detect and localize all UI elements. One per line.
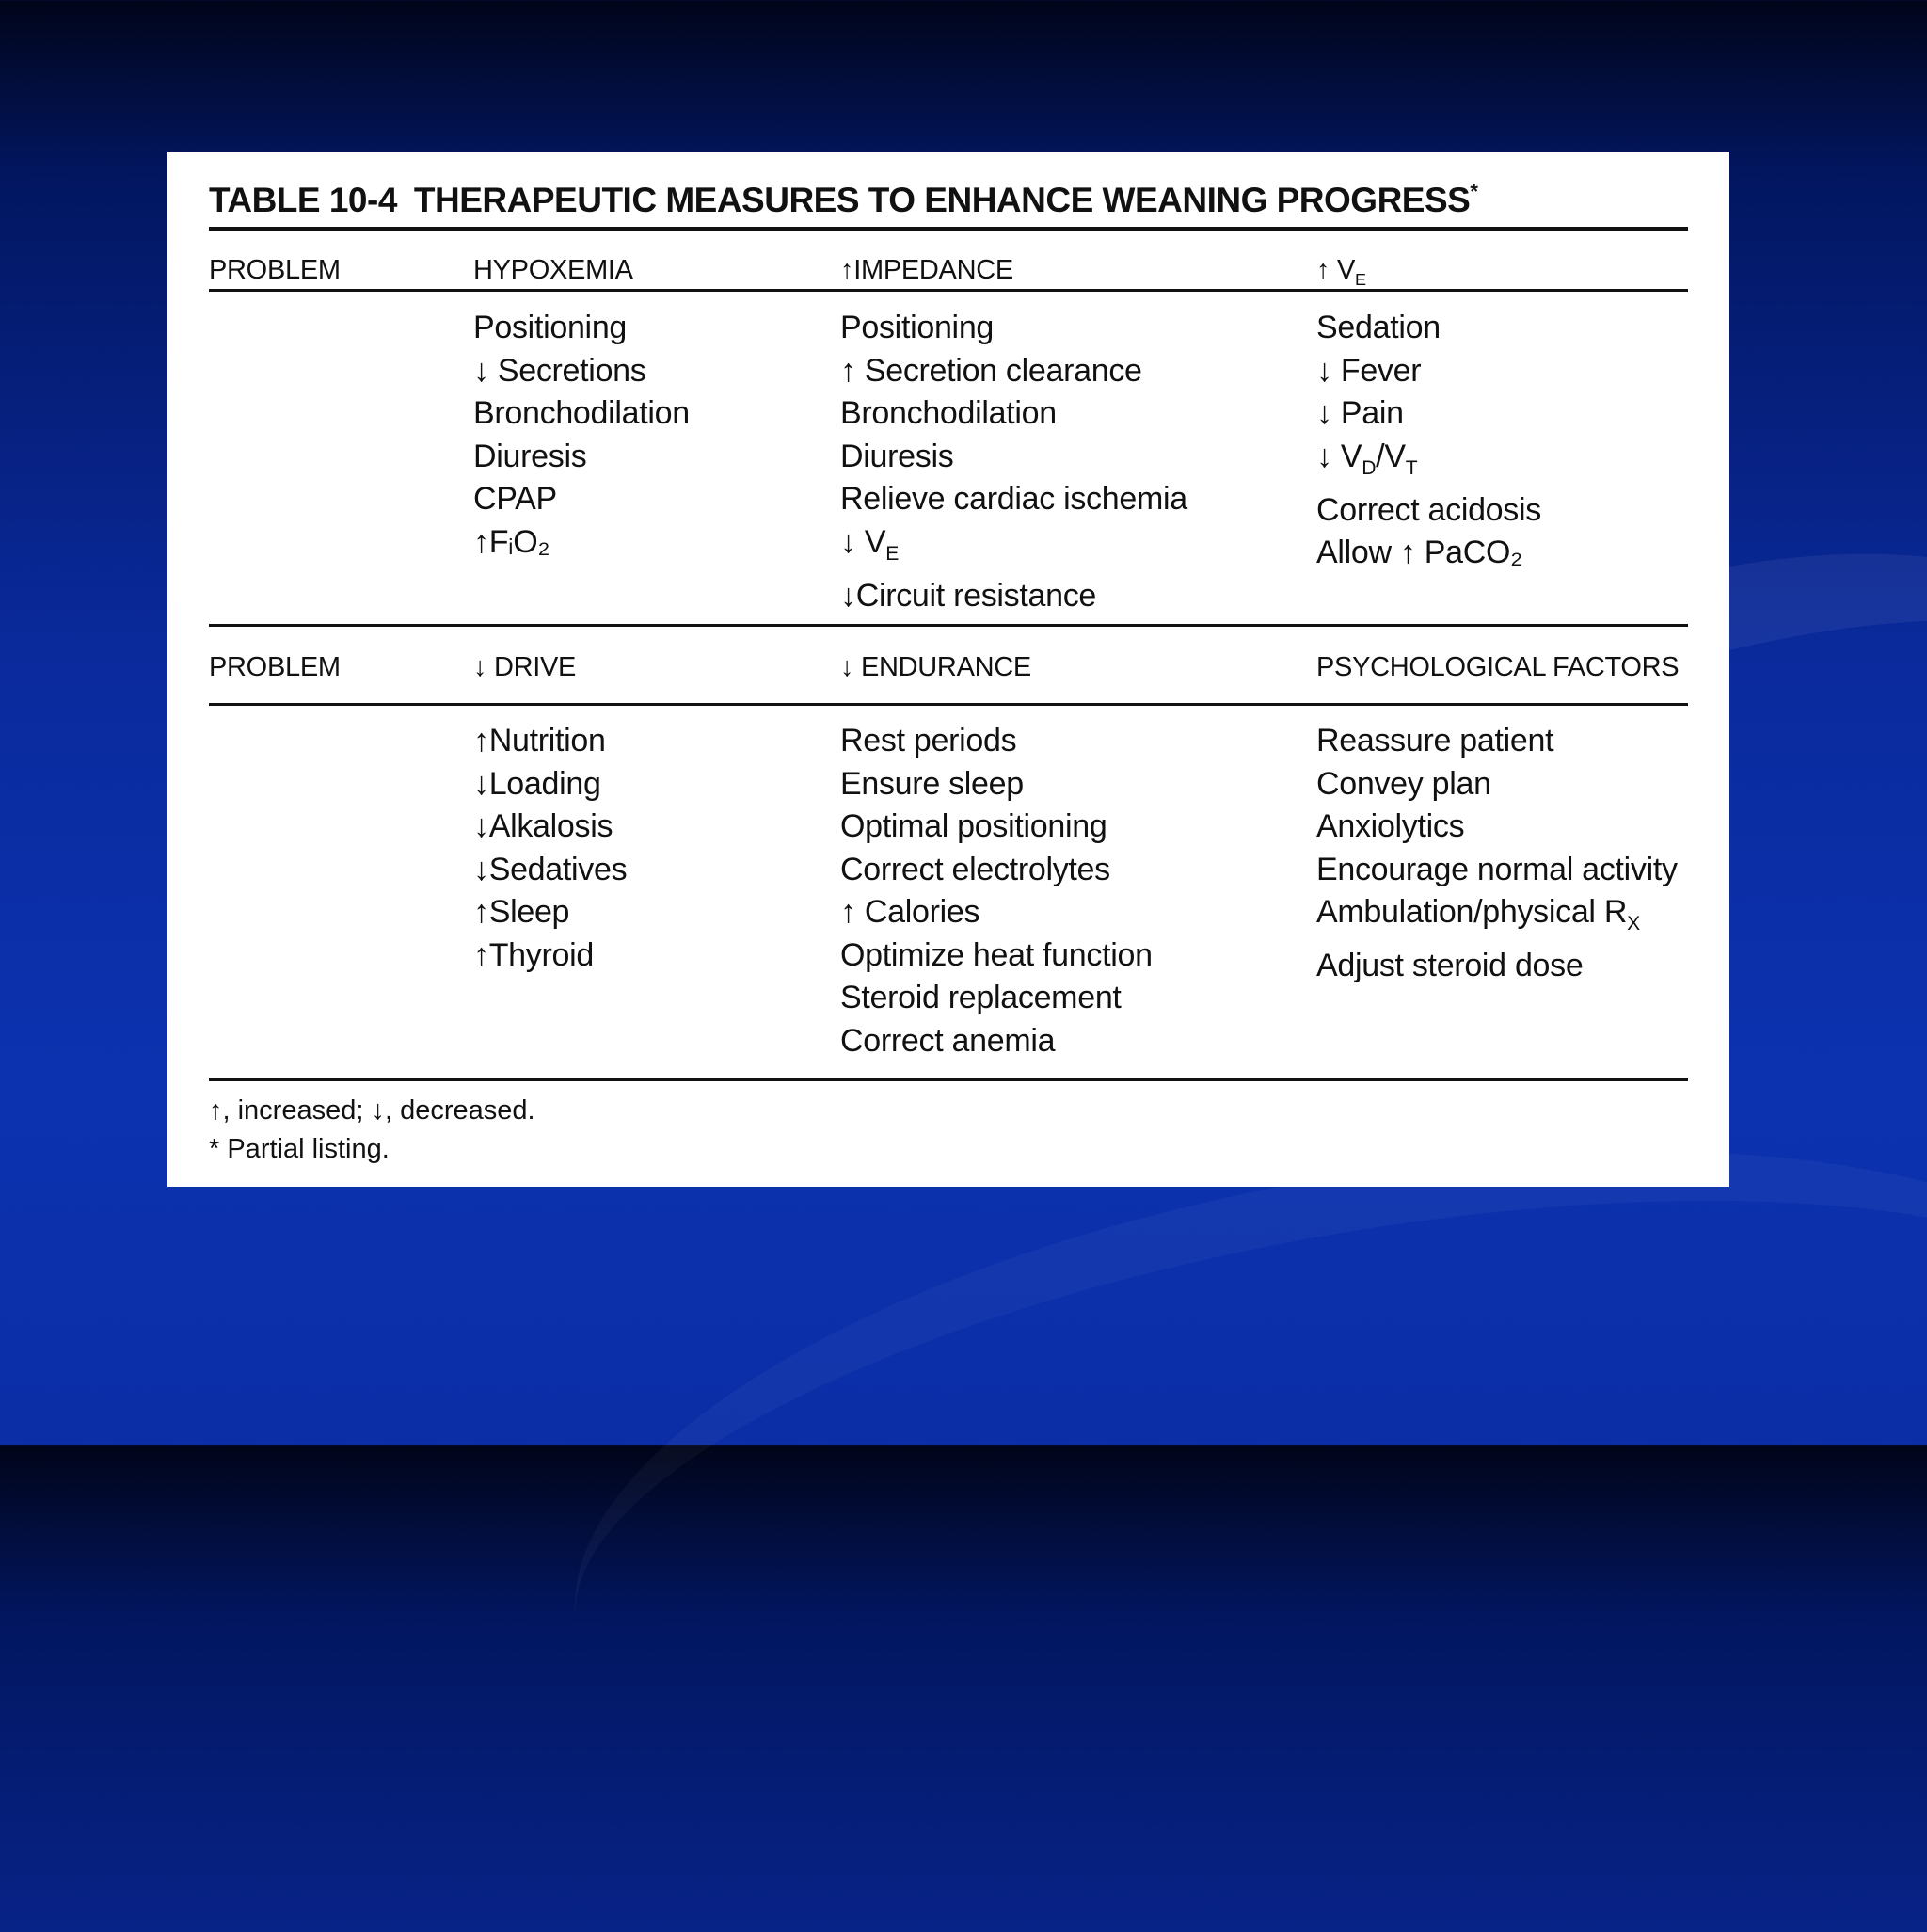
ve-measures-item: ↓ Fever: [1316, 352, 1422, 389]
table-title-text: THERAPEUTIC MEASURES TO ENHANCE WEANING PROGRESS: [413, 181, 1471, 219]
footnote-partial: * Partial listing.: [209, 1134, 390, 1164]
header-rule-2: [209, 703, 1688, 706]
hypoxemia-measures-item: Positioning: [473, 310, 628, 345]
impedance-measures-list: [840, 307, 1187, 617]
title-rule: [209, 227, 1688, 231]
impedance-measures-item: ↓ $V_E$: [840, 523, 899, 565]
drive-measures-item: ↑Thyroid: [473, 936, 594, 973]
impedance-measures-item: ↓Circuit resistance: [840, 577, 1097, 614]
footnote-arrows: ↑, increased; ↓, decreased.: [209, 1095, 535, 1126]
column-header-ve: ↑ $V_E$: [1316, 255, 1366, 289]
table-number: TABLE 10-4: [209, 181, 397, 219]
hypoxemia-measures-item: ↑FᵢO₂: [473, 523, 550, 560]
impedance-measures-item: ↑ Secretion clearance: [840, 352, 1142, 389]
impedance-measures-item: Positioning: [840, 310, 995, 345]
hypoxemia-measures-item: Diuresis: [473, 438, 587, 474]
endurance-measures-item: Ensure sleep: [840, 765, 1024, 802]
title-footnote-mark: *: [1470, 180, 1478, 203]
column-header-psychological: PSYCHOLOGICAL FACTORS: [1316, 652, 1680, 682]
ve-measures-item: ↓ $V_D/V_T$: [1316, 438, 1418, 479]
table-title: [209, 180, 1477, 220]
ve-measures-item: Sedation: [1316, 310, 1441, 345]
drive-measures-item: ↓Sedatives: [473, 851, 628, 887]
psychological-measures-list: [1316, 720, 1678, 988]
psychological-measures-item: Ambulation/physical $R_X$: [1316, 894, 1640, 934]
endurance-measures-item: Optimize heat function: [840, 936, 1153, 973]
row-label-problem: PROBLEM: [209, 255, 341, 285]
ve-measures-list: [1316, 307, 1541, 575]
endurance-measures-item: ↑ Calories: [840, 894, 980, 930]
row-label-problem-2: PROBLEM: [209, 652, 341, 682]
endurance-measures-item: Rest periods: [840, 723, 1017, 758]
ve-measures-item: Allow ↑ PaCO₂: [1316, 535, 1523, 571]
impedance-measures-item: Bronchodilation: [840, 395, 1057, 431]
column-header-impedance: ↑IMPEDANCE: [840, 255, 1013, 285]
ve-measures-item: ↓ Pain: [1316, 395, 1404, 431]
psychological-measures-item: Anxiolytics: [1316, 808, 1465, 844]
endurance-measures-item: Optimal positioning: [840, 808, 1107, 844]
impedance-measures-item: Diuresis: [840, 438, 954, 474]
drive-measures-item: ↑Sleep: [473, 894, 570, 930]
table-panel: [167, 152, 1729, 1187]
endurance-measures-list: [840, 720, 1153, 1062]
impedance-measures-item: Relieve cardiac ischemia: [840, 481, 1187, 517]
endurance-measures-item: Steroid replacement: [840, 980, 1122, 1015]
column-header-endurance: ↓ ENDURANCE: [840, 652, 1031, 682]
psychological-measures-item: Convey plan: [1316, 765, 1491, 802]
header-rule: [209, 289, 1688, 292]
bottom-rule: [209, 1078, 1688, 1081]
drive-measures-item: ↓Loading: [473, 765, 601, 802]
psychological-measures-item: Reassure patient: [1316, 723, 1554, 758]
hypoxemia-measures-item: CPAP: [473, 481, 557, 517]
endurance-measures-item: Correct anemia: [840, 1022, 1056, 1059]
drive-measures-list: [473, 720, 627, 977]
column-header-drive: ↓ DRIVE: [473, 652, 577, 682]
section-divider-rule: [209, 624, 1688, 627]
ve-measures-item: Correct acidosis: [1316, 491, 1541, 528]
hypoxemia-measures-item: ↓ Secretions: [473, 352, 646, 389]
psychological-measures-item: Encourage normal activity: [1316, 851, 1678, 887]
psychological-measures-item: Adjust steroid dose: [1316, 948, 1584, 984]
column-header-hypoxemia: HYPOXEMIA: [473, 255, 633, 285]
endurance-measures-item: Correct electrolytes: [840, 851, 1110, 887]
drive-measures-item: ↓Alkalosis: [473, 808, 613, 844]
hypoxemia-measures-list: [473, 307, 690, 564]
drive-measures-item: ↑Nutrition: [473, 723, 606, 758]
hypoxemia-measures-item: Bronchodilation: [473, 395, 690, 431]
